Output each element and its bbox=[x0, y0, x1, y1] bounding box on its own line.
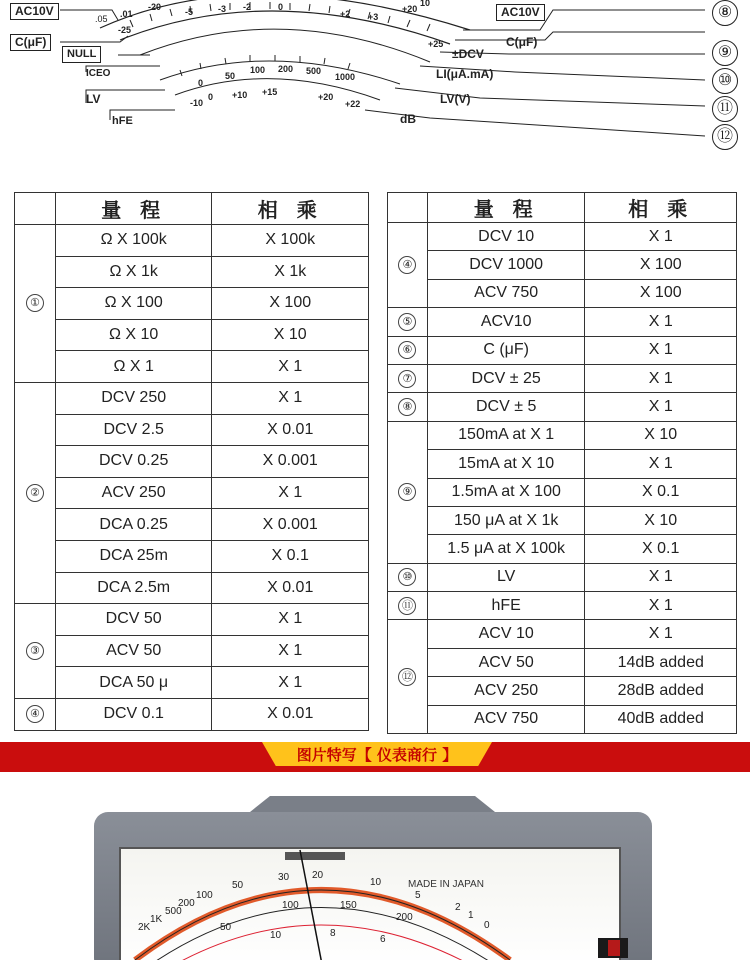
range-multiplier-table-right bbox=[387, 192, 737, 734]
group-marker bbox=[388, 393, 428, 421]
range-cell: C (μF) bbox=[427, 336, 585, 364]
scale-number: +10 bbox=[232, 90, 248, 100]
scale-number: .01 bbox=[120, 9, 133, 19]
range-cell: 1.5mA at X 100 bbox=[427, 478, 585, 506]
multiplier-cell: 40dB added bbox=[585, 705, 737, 733]
multiplier-cell: X 1 bbox=[585, 592, 737, 620]
table-row bbox=[15, 667, 369, 699]
header-range: 量 程 bbox=[55, 193, 212, 225]
scale-number: 200 bbox=[178, 898, 195, 909]
group-number: ⑪ bbox=[398, 597, 416, 615]
multiplier-cell: X 1 bbox=[585, 336, 737, 364]
table-row bbox=[388, 336, 737, 364]
multiplier-cell: X 1 bbox=[585, 393, 737, 421]
scale-number: 50 bbox=[232, 880, 244, 891]
label-db: dB bbox=[400, 112, 416, 126]
scale-number: -3 bbox=[218, 4, 227, 14]
table-row bbox=[388, 563, 737, 591]
multiplier-cell: X 1 bbox=[212, 351, 369, 383]
range-cell: Ω X 1k bbox=[55, 256, 212, 288]
range-cell: Ω X 100k bbox=[55, 225, 212, 257]
multiplier-cell: X 1 bbox=[212, 382, 369, 414]
multiplier-cell: X 100 bbox=[212, 288, 369, 320]
label-lv: LV bbox=[86, 92, 101, 106]
group-number: ④ bbox=[26, 705, 44, 723]
range-cell: 150 μA at X 1k bbox=[427, 506, 585, 534]
scale-number: 0 bbox=[208, 92, 214, 102]
scale-number: +20 bbox=[318, 92, 334, 102]
table-row bbox=[15, 319, 369, 351]
multiplier-cell: X 1 bbox=[212, 477, 369, 509]
table-row bbox=[388, 421, 737, 449]
multiplier-cell: X 1 bbox=[585, 308, 737, 336]
multiplier-cell: X 10 bbox=[212, 319, 369, 351]
scale-number: 150 bbox=[340, 900, 357, 911]
group-number: ⑥ bbox=[398, 341, 416, 359]
table-row bbox=[15, 477, 369, 509]
multiplier-cell: X 0.01 bbox=[212, 572, 369, 604]
scale-number: -5 bbox=[185, 7, 194, 17]
scale-number: 2 bbox=[455, 902, 461, 913]
scale-number: +2 bbox=[340, 9, 351, 19]
range-cell: ACV 10 bbox=[427, 620, 585, 648]
scale-number: 10 bbox=[270, 930, 282, 941]
scale-number: 50 bbox=[225, 71, 236, 81]
table-row bbox=[388, 450, 737, 478]
scale-number: +22 bbox=[345, 99, 361, 109]
range-cell: 150mA at X 1 bbox=[427, 421, 585, 449]
scale-number: 0 bbox=[484, 920, 490, 931]
range-cell: ACV 50 bbox=[427, 648, 585, 676]
range-cell: Ω X 1 bbox=[55, 351, 212, 383]
scale-number: 200 bbox=[396, 912, 413, 923]
scale-number: -2 bbox=[243, 2, 252, 12]
multiplier-cell: X 1 bbox=[212, 635, 369, 667]
table-row bbox=[388, 677, 737, 705]
scale-number: 30 bbox=[278, 872, 290, 883]
group-marker bbox=[388, 223, 428, 308]
group-marker bbox=[388, 421, 428, 563]
table-row bbox=[15, 572, 369, 604]
group-marker bbox=[15, 604, 56, 699]
multiplier-cell: 28dB added bbox=[585, 677, 737, 705]
header-multiply: 相 乘 bbox=[212, 193, 369, 225]
multiplier-cell: X 0.01 bbox=[212, 698, 369, 730]
multiplier-cell: X 1 bbox=[585, 450, 737, 478]
table-row bbox=[388, 393, 737, 421]
group-number: ② bbox=[26, 484, 44, 502]
range-cell: DCA 50 μ bbox=[55, 667, 212, 699]
section-banner bbox=[0, 742, 750, 772]
range-cell: ACV 750 bbox=[427, 279, 585, 307]
group-number: ⑦ bbox=[398, 370, 416, 388]
table-row bbox=[15, 698, 369, 730]
multiplier-cell: X 1 bbox=[585, 364, 737, 392]
table-row bbox=[388, 705, 737, 733]
range-cell: DCV 1000 bbox=[427, 251, 585, 279]
multiplier-cell: X 100k bbox=[212, 225, 369, 257]
multiplier-cell: X 100 bbox=[585, 279, 737, 307]
label-cuf-right: C(μF) bbox=[506, 35, 538, 49]
header-range: 量 程 bbox=[427, 193, 585, 223]
multiplier-cell: X 0.01 bbox=[212, 414, 369, 446]
callout-11: ⑪ bbox=[712, 96, 738, 122]
scale-number: 500 bbox=[165, 906, 182, 917]
range-cell: DCV ± 25 bbox=[427, 364, 585, 392]
header-multiply: 相 乘 bbox=[585, 193, 737, 223]
table-row bbox=[388, 279, 737, 307]
label-dcv: ±DCV bbox=[452, 47, 484, 61]
scale-number: 10 bbox=[370, 877, 382, 888]
multiplier-cell: X 0.001 bbox=[212, 446, 369, 478]
scale-number: 50 bbox=[220, 922, 232, 933]
range-multiplier-table-left bbox=[14, 192, 369, 731]
scale-number: 0 bbox=[198, 78, 204, 88]
multiplier-cell: X 1 bbox=[212, 604, 369, 636]
svg-text:.05: .05 bbox=[95, 14, 108, 24]
group-number: ⑫ bbox=[398, 668, 416, 686]
table-row bbox=[15, 351, 369, 383]
table-row bbox=[15, 288, 369, 320]
scale-number: 100 bbox=[196, 890, 213, 901]
label-cuf-left: C(μF) bbox=[10, 34, 51, 51]
label-hfe: hFE bbox=[112, 115, 133, 127]
callout-8: ⑧ bbox=[712, 0, 738, 26]
multiplier-cell: X 1k bbox=[212, 256, 369, 288]
left-table-body bbox=[15, 225, 369, 731]
group-number: ⑤ bbox=[398, 313, 416, 331]
group-marker bbox=[388, 336, 428, 364]
label-ac10v-left: AC10V bbox=[10, 3, 59, 20]
scale-number: -20 bbox=[148, 2, 162, 12]
group-marker bbox=[388, 620, 428, 734]
scale-number: 5 bbox=[415, 890, 421, 901]
meter-scale-numbers bbox=[0, 790, 750, 960]
scale-number: +15 bbox=[262, 87, 278, 97]
multiplier-cell: X 0.001 bbox=[212, 509, 369, 541]
multiplier-cell: X 1 bbox=[585, 563, 737, 591]
multiplier-cell: X 10 bbox=[585, 421, 737, 449]
scale-number: 100 bbox=[282, 900, 299, 911]
table-row bbox=[15, 446, 369, 478]
scale-number: 1000 bbox=[335, 72, 356, 82]
scale-number: 200 bbox=[278, 64, 294, 74]
range-cell: DCA 0.25 bbox=[55, 509, 212, 541]
table-row bbox=[388, 478, 737, 506]
range-cell: DCV 50 bbox=[55, 604, 212, 636]
group-number: ③ bbox=[26, 642, 44, 660]
scale-number: 1K bbox=[150, 914, 163, 925]
meter-photo bbox=[0, 790, 750, 960]
group-marker bbox=[388, 563, 428, 591]
scale-number: -10 bbox=[190, 98, 204, 108]
table-row bbox=[388, 251, 737, 279]
range-cell: ACV 50 bbox=[55, 635, 212, 667]
range-cell: DCA 2.5m bbox=[55, 572, 212, 604]
multiplier-cell: X 10 bbox=[585, 506, 737, 534]
scale-number: 8 bbox=[330, 928, 336, 939]
table-row bbox=[388, 620, 737, 648]
arc-numbers bbox=[0, 0, 750, 170]
scale-number: 1 bbox=[468, 910, 474, 921]
range-cell: ACV 250 bbox=[55, 477, 212, 509]
table-row bbox=[388, 364, 737, 392]
table-row bbox=[15, 382, 369, 414]
range-cell: 15mA at X 10 bbox=[427, 450, 585, 478]
group-number: ① bbox=[26, 294, 44, 312]
header-blank bbox=[15, 193, 56, 225]
header-blank bbox=[388, 193, 428, 223]
multiplier-cell: X 1 bbox=[585, 620, 737, 648]
table-row bbox=[15, 509, 369, 541]
multiplier-cell: X 1 bbox=[585, 223, 737, 251]
range-cell: DCV 0.25 bbox=[55, 446, 212, 478]
table-row bbox=[15, 225, 369, 257]
group-marker bbox=[388, 364, 428, 392]
group-marker bbox=[15, 698, 56, 730]
multiplier-cell: X 0.1 bbox=[585, 478, 737, 506]
range-cell: hFE bbox=[427, 592, 585, 620]
scale-number: 500 bbox=[306, 66, 322, 76]
range-cell: ACV 750 bbox=[427, 705, 585, 733]
table-row bbox=[15, 414, 369, 446]
scale-number: 0 bbox=[278, 2, 284, 12]
range-cell: DCV 250 bbox=[55, 382, 212, 414]
callout-9: ⑨ bbox=[712, 40, 738, 66]
table-row bbox=[388, 592, 737, 620]
callout-10: ⑩ bbox=[712, 68, 738, 94]
group-number: ④ bbox=[398, 256, 416, 274]
range-cell: 1.5 μA at X 100k bbox=[427, 535, 585, 563]
range-cell: DCV 10 bbox=[427, 223, 585, 251]
multiplier-cell: X 0.1 bbox=[585, 535, 737, 563]
banner-title: 图片特写【 仪表商行 】 bbox=[296, 746, 458, 764]
label-lvv: LV(V) bbox=[440, 92, 471, 106]
label-null: NULL bbox=[62, 46, 101, 63]
range-cell: ACV 250 bbox=[427, 677, 585, 705]
range-cell: DCV 0.1 bbox=[55, 698, 212, 730]
group-marker bbox=[388, 308, 428, 336]
group-number: ⑩ bbox=[398, 568, 416, 586]
label-li: LI(μA.mA) bbox=[436, 67, 494, 81]
multiplier-cell: 14dB added bbox=[585, 648, 737, 676]
table-row bbox=[15, 256, 369, 288]
right-table-body bbox=[388, 223, 737, 734]
table-row bbox=[388, 308, 737, 336]
range-cell: LV bbox=[427, 563, 585, 591]
group-marker bbox=[15, 382, 56, 603]
table-row bbox=[388, 223, 737, 251]
group-number: ⑧ bbox=[398, 398, 416, 416]
multiplier-cell: X 1 bbox=[212, 667, 369, 699]
range-cell: DCV ± 5 bbox=[427, 393, 585, 421]
group-marker bbox=[15, 225, 56, 383]
table-row bbox=[388, 506, 737, 534]
scale-number: +20 bbox=[402, 4, 418, 14]
table-row bbox=[388, 535, 737, 563]
table-row bbox=[15, 604, 369, 636]
meter-brand-text: MADE IN JAPAN bbox=[408, 879, 484, 890]
multiplier-cell: X 0.1 bbox=[212, 540, 369, 572]
range-cell: Ω X 100 bbox=[55, 288, 212, 320]
scale-number: 2K bbox=[138, 922, 151, 933]
table-row bbox=[15, 635, 369, 667]
scale-number: 10 bbox=[420, 0, 431, 8]
multiplier-cell: X 100 bbox=[585, 251, 737, 279]
group-number: ⑨ bbox=[398, 483, 416, 501]
scale-number: -25 bbox=[118, 25, 132, 35]
table-row bbox=[15, 540, 369, 572]
scale-number: 100 bbox=[250, 65, 266, 75]
scale-number: 6 bbox=[380, 934, 386, 945]
scale-number: 20 bbox=[312, 870, 324, 881]
scale-number: +25 bbox=[428, 39, 444, 49]
group-marker bbox=[388, 592, 428, 620]
scale-diagram bbox=[0, 0, 750, 170]
callout-12: ⑫ bbox=[712, 124, 738, 150]
label-iceo: ICEO bbox=[86, 68, 111, 79]
range-cell: ACV10 bbox=[427, 308, 585, 336]
range-cell: Ω X 10 bbox=[55, 319, 212, 351]
range-cell: DCV 2.5 bbox=[55, 414, 212, 446]
label-ac10v-right: AC10V bbox=[496, 4, 545, 21]
range-cell: DCA 25m bbox=[55, 540, 212, 572]
scale-number: +3 bbox=[368, 12, 379, 22]
table-row bbox=[388, 648, 737, 676]
